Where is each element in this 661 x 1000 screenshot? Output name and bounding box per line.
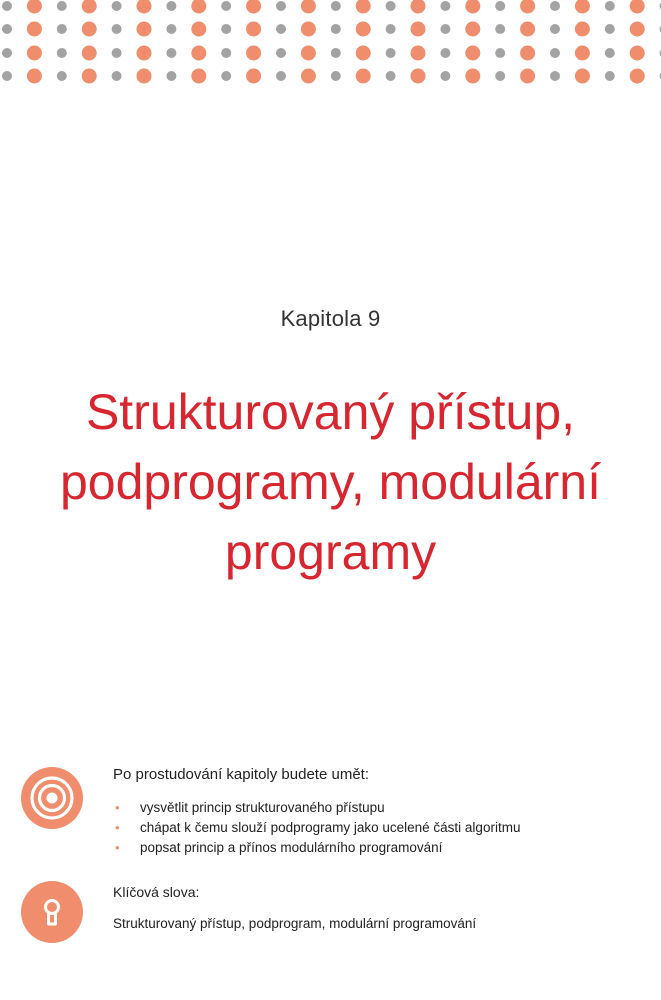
gray-dot (605, 24, 615, 34)
salmon-dot (27, 0, 42, 14)
gray-dot (2, 1, 12, 11)
gray-dot (386, 48, 396, 58)
salmon-dot (630, 0, 645, 14)
salmon-dot (575, 0, 590, 14)
salmon-dot (246, 69, 261, 84)
salmon-dot (82, 69, 97, 84)
gray-dot (2, 71, 12, 81)
salmon-dot (356, 22, 371, 37)
salmon-dot (465, 46, 480, 61)
salmon-dot (630, 46, 645, 61)
salmon-dot (411, 69, 426, 84)
chapter-title-line: Strukturovaný přístup, (85, 384, 576, 440)
salmon-dot (301, 46, 316, 61)
gray-dot (276, 1, 286, 11)
gray-dot (166, 24, 176, 34)
gray-dot (57, 1, 67, 11)
salmon-dot (137, 46, 152, 61)
gray-dot (112, 71, 122, 81)
salmon-dot (465, 69, 480, 84)
salmon-dot (301, 22, 316, 37)
list-item: • chápat k čemu slouží podprogramy jako ucelené části algoritmu (113, 818, 520, 838)
bullet: • (115, 800, 120, 815)
gray-dot (331, 48, 341, 58)
salmon-dot (520, 69, 535, 84)
salmon-dot (301, 0, 316, 14)
gray-dot (276, 24, 286, 34)
chapter-title-line: programy (224, 524, 437, 580)
salmon-dot (411, 22, 426, 37)
gray-dot (605, 48, 615, 58)
salmon-dot (575, 46, 590, 61)
gray-dot (495, 24, 505, 34)
salmon-dot (630, 69, 645, 84)
salmon-dot (356, 69, 371, 84)
salmon-dot (82, 0, 97, 14)
keyhole-icon (21, 881, 83, 943)
salmon-dot (411, 46, 426, 61)
gray-dot (221, 48, 231, 58)
gray-dot (386, 24, 396, 34)
gray-dot (550, 24, 560, 34)
gray-dot (57, 24, 67, 34)
salmon-dot (246, 0, 261, 14)
gray-dot (331, 24, 341, 34)
gray-dot (112, 48, 122, 58)
chapter-title-line: podprogramy, modulární (59, 454, 601, 510)
gray-dot (2, 24, 12, 34)
target-icon (21, 767, 83, 829)
salmon-dot (465, 0, 480, 14)
salmon-dot (137, 22, 152, 37)
salmon-dot (82, 46, 97, 61)
salmon-dot (27, 46, 42, 61)
salmon-dot (411, 0, 426, 14)
salmon-dot (520, 46, 535, 61)
salmon-dot (465, 22, 480, 37)
salmon-dot (27, 69, 42, 84)
salmon-dot (191, 46, 206, 61)
chapter-title (0, 377, 661, 587)
gray-dot (2, 48, 12, 58)
gray-dot (276, 48, 286, 58)
keywords-text: Strukturovaný přístup, podprogram, modulární programování (113, 916, 477, 931)
gray-dot (331, 71, 341, 81)
gray-dot (495, 1, 505, 11)
gray-dot (57, 48, 67, 58)
salmon-dot (137, 0, 152, 14)
salmon-dot (246, 46, 261, 61)
salmon-dot (137, 69, 152, 84)
salmon-dot (575, 22, 590, 37)
gray-dot (550, 1, 560, 11)
gray-dot (112, 1, 122, 11)
salmon-dot (575, 69, 590, 84)
gray-dot (605, 1, 615, 11)
gray-dot (57, 71, 67, 81)
gray-dot (221, 1, 231, 11)
gray-dot (166, 1, 176, 11)
gray-dot (440, 71, 450, 81)
gray-dot (276, 71, 286, 81)
list-item: • vysvětlit princip strukturovaného přístupu (113, 798, 520, 818)
salmon-dot (82, 22, 97, 37)
gray-dot (331, 1, 341, 11)
gray-dot (550, 71, 560, 81)
objectives-list (113, 798, 520, 858)
gray-dot (440, 48, 450, 58)
salmon-dot (191, 69, 206, 84)
salmon-dot (520, 22, 535, 37)
objectives-heading: Po prostudování kapitoly budete umět: (113, 766, 369, 783)
keywords-heading: Klíčová slova: (113, 884, 200, 900)
salmon-dot (520, 0, 535, 14)
gray-dot (550, 48, 560, 58)
chapter-label: Kapitola 9 (280, 306, 381, 331)
salmon-dot (191, 22, 206, 37)
gray-dot (440, 24, 450, 34)
salmon-dot (246, 22, 261, 37)
gray-dot (112, 24, 122, 34)
gray-dot (166, 48, 176, 58)
list-item: • popsat princip a přínos modulárního programování (113, 838, 520, 858)
salmon-dot (27, 22, 42, 37)
gray-dot (495, 48, 505, 58)
gray-dot (386, 1, 396, 11)
gray-dot (221, 24, 231, 34)
salmon-dot (356, 0, 371, 14)
gray-dot (605, 71, 615, 81)
gray-dot (221, 71, 231, 81)
gray-dot (440, 1, 450, 11)
gray-dot (495, 71, 505, 81)
salmon-dot (191, 0, 206, 14)
bullet: • (115, 840, 120, 855)
salmon-dot (630, 22, 645, 37)
decorative-dot-pattern (0, 0, 661, 90)
bullet: • (115, 820, 120, 835)
salmon-dot (356, 46, 371, 61)
gray-dot (386, 71, 396, 81)
gray-dot (166, 71, 176, 81)
salmon-dot (301, 69, 316, 84)
